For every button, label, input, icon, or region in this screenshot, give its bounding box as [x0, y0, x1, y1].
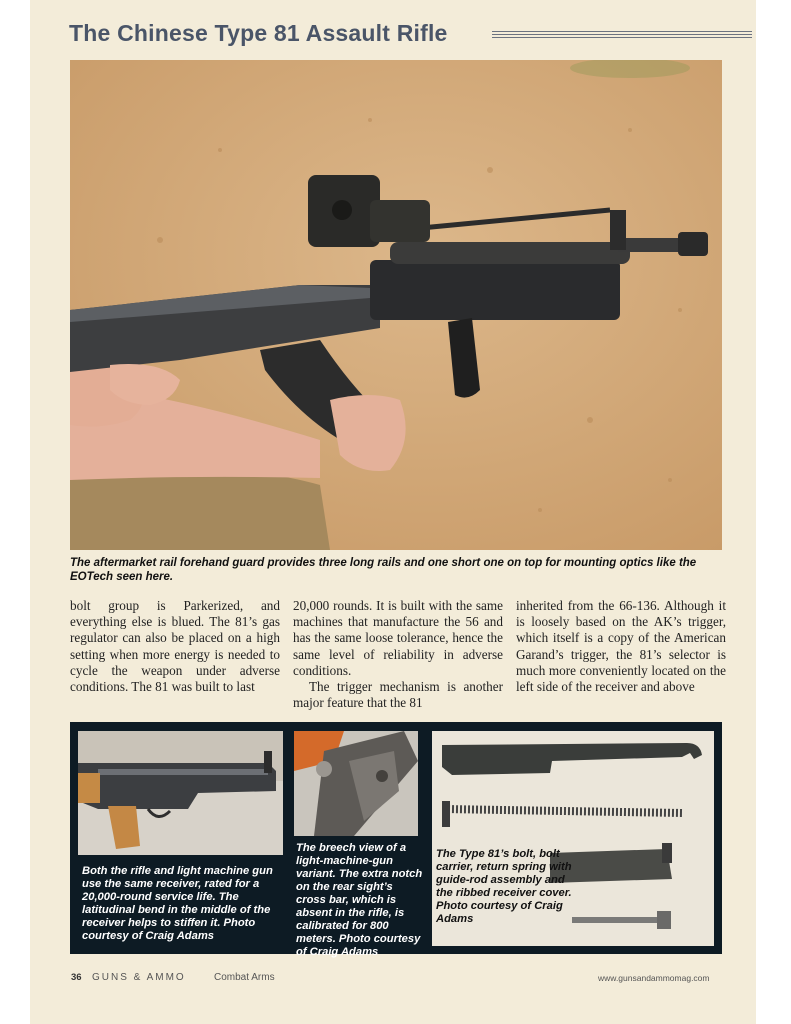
- title-rule: [492, 31, 752, 39]
- magazine-name: GUNS & AMMO: [92, 972, 186, 983]
- magazine-url: www.gunsandammomag.com: [598, 973, 710, 983]
- page-edge: [756, 0, 791, 1024]
- article-title: The Chinese Type 81 Assault Rifle: [69, 20, 448, 46]
- body-column-2: [293, 598, 503, 711]
- receiver-photo: [78, 731, 283, 855]
- main-photo-caption: The aftermarket rail forehand guard provides three long rails and one short one on top for mounting optics like the EOTech seen here.: [70, 557, 697, 583]
- main-rifle-photo: [70, 60, 722, 550]
- body-column-2-paragraph: The trigger mechanism is another major feature that the 81: [293, 679, 503, 711]
- receiver-caption: Both the rifle and light machine gun use the same receiver, rated for a 20,000-round service life. The latitudinal bend in the middle of the receiver helps to stiffen it. Photo courtesy of Craig Adams: [82, 865, 273, 942]
- rifle-photo-illustration: [70, 60, 722, 550]
- breech-view-photo: [294, 731, 418, 836]
- breech-caption: The breech view of a light-machine-gun variant. The extra notch on the rear sight’s cross bar, which is absent in the rifle, is calibrated for 800 meters. Photo courtesy of Craig Adams: [296, 842, 423, 958]
- page-number: 36: [71, 972, 82, 983]
- body-column-3: inherited from the 66-136. Although it is loosely based on the AK’s trigger, which itself is a copy of the American Garand’s trigger, the 81’s selector is much more conveniently located on the left side of the receiver and above: [516, 598, 726, 695]
- section-name: Combat Arms: [214, 972, 275, 983]
- photo-panel: [70, 722, 722, 958]
- body-column-2-text: 20,000 rounds. It is built with the same machines that manufacture the 56 and has the same loose tolerance, hence the same level of reliability in adverse conditions.: [293, 598, 503, 678]
- body-column-1: bolt group is Parkerized, and everything else is blued. The 81’s gas regulator can also be placed on a high setting when more energy is needed to cycle the weapon under adverse conditions. The 81 was built to last: [70, 598, 280, 695]
- bolt-caption: The Type 81’s bolt, bolt carrier, return spring with guide-rod assembly and the ribbed receiver cover. Photo courtesy of Craig Adams: [436, 848, 572, 925]
